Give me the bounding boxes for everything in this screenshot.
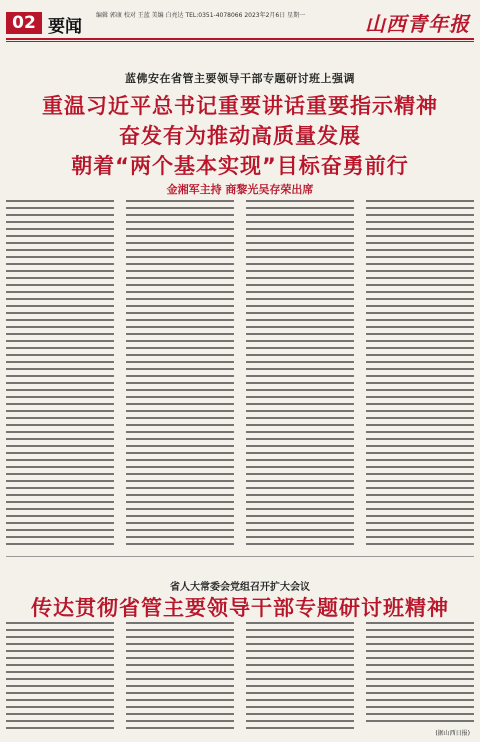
article1-body: [6, 200, 474, 545]
article1-column-4: [366, 200, 474, 545]
masthead-logo: 山西青年报: [365, 12, 470, 36]
article1-kicker: 蓝佛安在省管主要领导干部专题研讨班上强调: [125, 72, 355, 85]
article1-byline: 金湘军主持 商黎光吴存荣出席: [166, 183, 314, 196]
article1-headline-line2: 奋发有为推动高质量发展: [119, 124, 361, 148]
body-text-lines: [126, 622, 234, 734]
page-number: 02: [6, 12, 42, 34]
body-text-lines: [6, 622, 114, 734]
article2-headline: 传达贯彻省管主要领导干部专题研讨班精神: [31, 596, 449, 620]
body-text-lines: [6, 200, 114, 545]
editor-meta: 编辑 郭康 校对 王蓝 美编 白亮达 TEL:0351-4078066 2023年2月6日 星期一: [96, 12, 306, 19]
article2-body: [6, 622, 474, 734]
article2-column-3: [246, 622, 354, 734]
header-rule: [6, 38, 474, 40]
body-text-lines: [246, 200, 354, 545]
article1-headline-line1: 重温习近平总书记重要讲话重要指示精神: [42, 94, 438, 118]
body-text-lines: [246, 622, 354, 734]
section-title: 要闻: [48, 17, 82, 37]
article-divider: [6, 556, 474, 557]
body-text-lines: [366, 622, 474, 722]
header-rule-thin: [6, 41, 474, 42]
article2-column-4: [366, 622, 474, 722]
article2-column-1: [6, 622, 114, 734]
article1-column-3: [246, 200, 354, 545]
article1-column-2: [126, 200, 234, 545]
article1-column-1: [6, 200, 114, 545]
article2-column-2: [126, 622, 234, 734]
body-text-lines: [126, 200, 234, 545]
body-text-lines: [366, 200, 474, 545]
article2-kicker: 省人大常委会党组召开扩大会议: [170, 582, 310, 593]
article2-source: (据山西日报): [435, 730, 470, 737]
article1-headline-line3: 朝着“两个基本实现”目标奋勇前行: [71, 154, 409, 178]
page-header: [0, 0, 480, 42]
